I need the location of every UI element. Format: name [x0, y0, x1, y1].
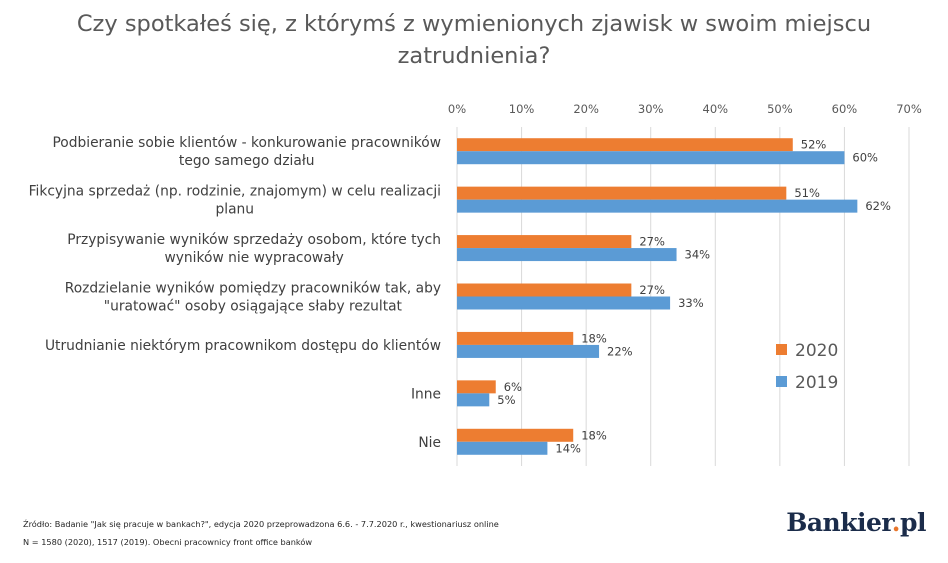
- x-tick-label: 70%: [896, 102, 922, 116]
- legend-swatch-2019: [776, 376, 787, 387]
- data-label-2020: 27%: [639, 283, 665, 297]
- data-label-2019: 5%: [497, 392, 516, 407]
- bar-2020: [457, 284, 631, 297]
- bar-2019: [457, 248, 677, 261]
- category-label: "uratować" osoby osiągające słaby rezultat: [103, 298, 402, 315]
- logo-suffix: pl: [900, 508, 926, 537]
- bar-2019: [457, 345, 599, 358]
- category-label: Utrudnianie niektórym pracownikom dostępu do klientów: [44, 337, 441, 354]
- x-tick-label: 50%: [767, 102, 793, 116]
- category-label: Fikcyjna sprzedaż (np. rodzinie, znajomym) w celu realizacji: [28, 183, 441, 200]
- x-tick-label: 0%: [447, 102, 467, 116]
- bar-2019: [457, 442, 547, 455]
- bar-2019: [457, 297, 670, 310]
- data-label-2020: 51%: [794, 186, 820, 201]
- data-label-2019: 62%: [865, 199, 891, 214]
- category-label: Podbieranie sobie klientów - konkurowanie pracowników: [52, 135, 441, 152]
- bar-2020: [457, 332, 573, 345]
- bar-2019: [457, 393, 489, 406]
- bar-2019: [457, 200, 857, 213]
- data-label-2020: 6%: [503, 379, 522, 394]
- bar-2020: [457, 380, 496, 393]
- category-label: tego samego działu: [178, 153, 315, 170]
- data-label-2020: 27%: [639, 234, 665, 249]
- x-tick-label: 20%: [573, 102, 599, 116]
- logo-text: Bankier: [786, 508, 892, 537]
- chart-title: Czy spotkałeś się, z którymś z wymienionych zjawisk w swoim miejscu zatrudnienia?: [76, 11, 872, 69]
- x-tick-label: 60%: [831, 102, 858, 116]
- data-label-2020: 52%: [800, 137, 827, 152]
- bar-2020: [457, 187, 786, 200]
- bar-2020: [457, 235, 631, 248]
- data-label-2019: 14%: [555, 441, 581, 456]
- bar-2019: [457, 151, 844, 164]
- category-label: Przypisywanie wyników sprzedaży osobom, które tych: [67, 232, 441, 249]
- legend-label-2019: 2019: [795, 373, 839, 393]
- data-label-2019: 22%: [607, 344, 633, 359]
- data-label-2020: 18%: [581, 331, 607, 346]
- data-label-2020: 18%: [581, 428, 607, 443]
- data-label-2019: 33%: [678, 296, 704, 310]
- bar-2020: [457, 138, 793, 151]
- logo-dot: .: [891, 508, 901, 537]
- data-label-2019: 60%: [852, 150, 878, 165]
- x-tick-label: 40%: [702, 102, 729, 116]
- source-line-1: Źródło: Badanie "Jak się pracuje w bankach?", edycja 2020 przeprowadzona 6.6. - 7.7.2020 r., kwestionariusz online: [23, 519, 499, 529]
- source-note: [23, 515, 499, 551]
- source-line-2: N = 1580 (2020), 1517 (2019). Obecni pracownicy front office banków: [23, 537, 313, 547]
- category-label: wyników nie wypracowały: [164, 250, 344, 267]
- category-label: planu: [215, 201, 255, 218]
- legend-label-2020: 2020: [795, 341, 839, 361]
- data-label-2019: 34%: [684, 247, 711, 262]
- bankier-logo: [786, 508, 926, 537]
- bar-2020: [457, 429, 573, 442]
- legend-swatch-2020: [776, 344, 787, 355]
- x-tick-label: 30%: [637, 102, 664, 116]
- category-label: Nie: [418, 434, 441, 451]
- category-label: Inne: [410, 386, 441, 403]
- category-label: Rozdzielanie wyników pomiędzy pracowników tak, aby: [64, 280, 441, 297]
- x-tick-label: 10%: [508, 102, 535, 116]
